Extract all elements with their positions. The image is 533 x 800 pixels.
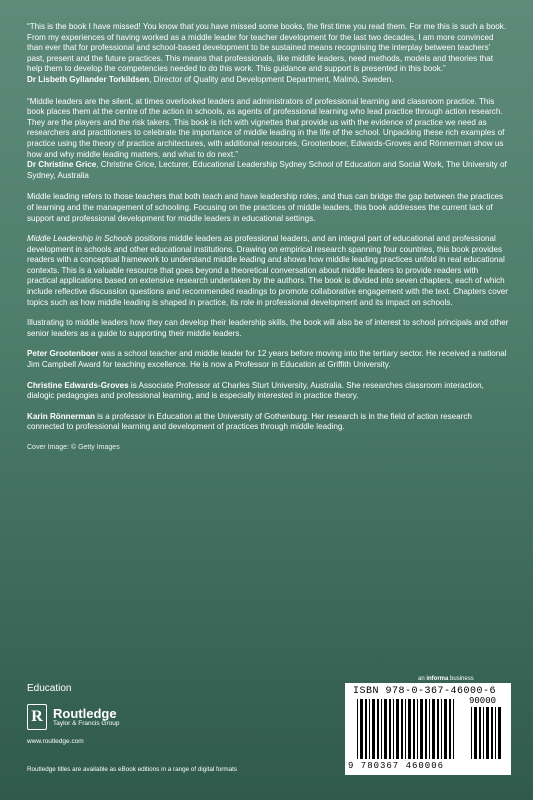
quote-text: “This is the book I have missed! You know that you have missed some books, the first time you read them. For me this is such a book. From my experiences of having worked as a middle leader for teacher development for the last two decades, I am more convinced than ever that for professional and school-based development to be sustained means recognising the interplay between teachers’ past, present and the future practices. This means that professionals, like middle leaders, need methods, models and theories that help them to develop the competencies needed to do this work. This guidance and support is presented in this book.” (27, 22, 507, 74)
publisher-group: Taylor & Francis Group (53, 719, 120, 727)
barcode-bar (365, 699, 367, 759)
barcode-bar (405, 699, 406, 759)
description-paragraph-3: Illustrating to middle leaders how they can develop their leadership skills, the book will also be of interest to school principals and other senior leaders as a guide to supporting their middle leaders. (27, 318, 509, 338)
barcode-bar (479, 707, 481, 759)
quote-affiliation: , Director of Quality and Development Department, Malmö, Sweden. (149, 74, 394, 84)
barcode-bar (413, 699, 415, 759)
barcode-bar (393, 699, 394, 759)
subject-category: Education (27, 683, 72, 694)
barcode-bar (384, 699, 387, 759)
barcode-bars (357, 699, 457, 759)
quote-affiliation: , Christine Grice, Lecturer, Educational Leadership Sydney School of Education and Social Work, The University of Sydney, Australia (27, 160, 507, 180)
barcode-bar (449, 699, 451, 759)
publisher-logo (27, 704, 119, 730)
barcode-bar (389, 699, 391, 759)
ebook-footnote: Routledge titles are available as eBook editions in a range of digital formats (27, 766, 238, 773)
barcode-bar (377, 699, 379, 759)
author-bio: Peter Grootenboer was a school teacher and middle leader for 12 years before moving into the tertiary sector. He received a national Jim Campbell Award for teaching excellence. He is now a Professor in Education at Griffith University. (27, 349, 507, 370)
barcode-bar (437, 699, 439, 759)
author-name: Karin Rönnerman (27, 411, 95, 421)
barcode-bar (483, 707, 484, 759)
endorsement-quote-2 (27, 97, 509, 182)
barcode-bar (491, 707, 493, 759)
publisher-name: Routledge (53, 705, 117, 721)
barcode-bar (369, 699, 370, 759)
book-title: Middle Leadership in Schools (27, 234, 133, 244)
description-paragraph-1: Middle leading refers to those teachers that both teach and have leadership roles, and thus can bridge the gap between the practices of learning and the management of schooling. Focusing on the practices of middle leaders, this book addresses the current lack of support and professional development for middle leaders in educational settings. (27, 192, 504, 223)
quote-text: “Middle leaders are the silent, at times overlooked leaders and administrators of professional learning and classroom practice. This book places them at the centre of the action in schools, as agents of professional learning who lead practice through action research. They are the players and the risk takers. This book is rich with vignettes that provide us with the evidence of practice we need as researchers and practitioners to celebrate the importance of middle leading in the life of the school. Unpacking these rich examples of practice using the theory of practice architectures, with additional resources, Grootenboer, Edwards-Groves and Rönnerman show us how and why middle leading matters, and what to do next.” (27, 96, 505, 159)
author-name: Peter Grootenboer (27, 349, 99, 359)
barcode-bar (396, 699, 399, 759)
barcode-bar (408, 699, 411, 759)
barcode-bar (432, 699, 435, 759)
publisher-website: www.routledge.com (27, 738, 84, 745)
back-cover-text (27, 22, 509, 454)
informa-tagline: an informa business (418, 676, 474, 682)
barcode-bar (401, 699, 403, 759)
endorsement-quote-1 (27, 22, 509, 86)
barcode-number: 9 780367 460006 (348, 761, 445, 771)
barcode-addon-bars (471, 707, 505, 759)
barcode-bar (372, 699, 375, 759)
isbn-barcode (345, 683, 511, 775)
barcode-bar (441, 699, 442, 759)
barcode-bar (471, 707, 472, 759)
barcode-bar (444, 699, 447, 759)
author-bio: Karin Rönnerman is a professor in Education at the University of Gothenburg. Her research is in the field of action research connected to professional learning and development of practices through middle leading. (27, 411, 472, 432)
author-name: Christine Edwards-Groves (27, 380, 129, 390)
routledge-logo-icon: R (27, 704, 47, 730)
author-bio: Christine Edwards-Groves is Associate Professor at Charles Sturt University, Australia. She researches classroom interaction, dialogic pedagogies and professional learning, and is especially interested in practice theory. (27, 380, 484, 401)
barcode-addon-number: 90000 (469, 696, 497, 706)
barcode-bar (486, 707, 489, 759)
description-paragraph-2: Middle Leadership in Schools positions middle leaders as professional leaders, and an integral part of educational and professional development in schools and other educational institutions. Drawing on empirical research spanning four countries, this book provides readers with a conceptual framework to understand middle leading and shows how middle leading practices unfold in real educational contexts. This is a valuable resource that goes beyond a theoretical conversation about middle leaders to provide readers with practical applications based on extensive research undertaken by the authors. The book is divided into seven chapters, each of which include reflective discussion questions and recommended readings to promote collaborative engagement with the text. Chapters cover topics such as how middle leading is shaped in practice, its role in professional development and its impact on schools. (27, 234, 508, 307)
isbn-label: ISBN 978-0-367-46000-6 (353, 686, 497, 697)
barcode-bar (429, 699, 430, 759)
cover-image-credit: Cover Image: © Getty Images (27, 444, 120, 451)
barcode-bar (495, 707, 496, 759)
barcode-bar (498, 707, 501, 759)
barcode-bar (420, 699, 423, 759)
quote-author: Dr Christine Grice (27, 160, 97, 170)
barcode-bar (357, 699, 358, 759)
barcode-bar (417, 699, 418, 759)
barcode-bar (474, 707, 477, 759)
barcode-bar (425, 699, 427, 759)
barcode-bar (360, 699, 363, 759)
quote-author: Dr Lisbeth Gyllander Torkildsen (27, 74, 150, 84)
barcode-bar (453, 699, 454, 759)
barcode-bar (381, 699, 382, 759)
